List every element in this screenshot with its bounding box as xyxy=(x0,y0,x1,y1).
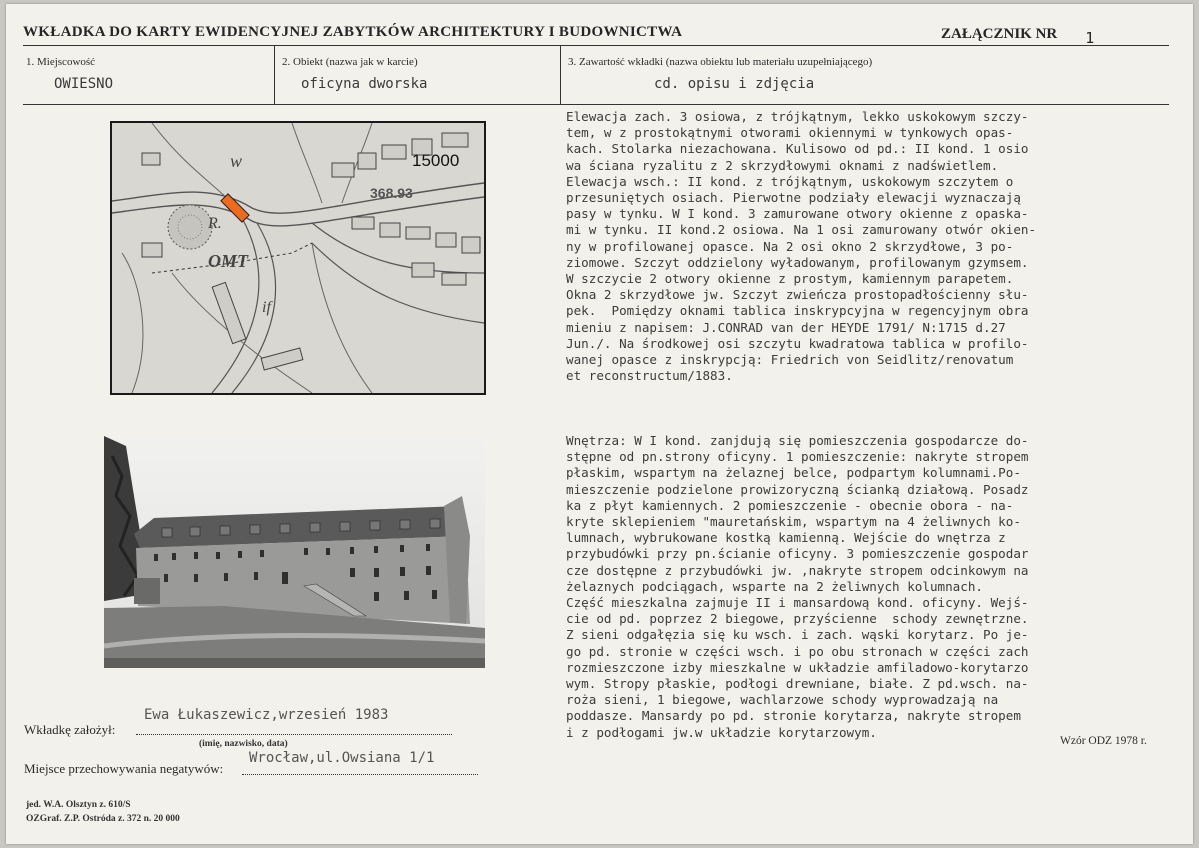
text-line: cie od pd. poprzez 2 biegowe, przyścienne schody zewnętrzne. xyxy=(566,611,1029,627)
printer-line-1: jed. W.A. Olsztyn z. 610/S xyxy=(26,800,131,810)
text-line: pek. Pomiędzy oknami tablica inskrypcyjna w regencyjnym obra xyxy=(566,303,1029,319)
text-line: wa ściana ryzalitu z 2 skrzydłowymi oknami z nadświetlem. xyxy=(566,157,999,173)
header-rule xyxy=(23,45,1169,46)
text-line: Z sieni odgałęzia się ku wsch. i zach. wąski korytarz. Po je- xyxy=(566,627,1029,643)
text-line: poddasze. Mansardy po pd. stronie korytarza, nakryte stropem xyxy=(566,708,1021,724)
text-line: mi w tynku. II kond.2 osiowa. Na 1 osi zamurowany otwór okien- xyxy=(566,222,1037,238)
interior-description xyxy=(566,433,1176,741)
building-photo xyxy=(104,436,485,668)
text-line: wanej opasce z inskrypcją: Friedrich von Seidlitz/renovatum xyxy=(566,352,1014,368)
author-label: Wkładkę założył: xyxy=(24,722,116,737)
map-scale: 15000 xyxy=(412,151,460,170)
negatives-label: Miejsce przechowywania negatywów: xyxy=(24,761,224,776)
photo-drawing xyxy=(104,436,485,668)
form-model: Wzór ODZ 1978 r. xyxy=(1060,735,1147,747)
text-line: i z podłogami jw.w układzie korytarzowym. xyxy=(566,724,877,740)
text-line: żelaznych podciągach, wsparte na 2 żeliwnych kolumnach. xyxy=(566,578,984,594)
map-label-omt: OMT xyxy=(208,251,248,271)
map-label-r: R. xyxy=(208,215,222,232)
author-dotline xyxy=(136,734,452,735)
map-elevation: 368.93 xyxy=(370,185,413,201)
text-line: mieszczenie podzielone prowizoryczną ścianką działową. Posadz xyxy=(566,481,1029,497)
exterior-description xyxy=(566,109,1176,384)
printer-line-2: OZGraf. Z.P. Ostróda z. 372 n. 20 000 xyxy=(26,814,180,824)
object-label: 2. Obiekt (nazwa jak w karcie) xyxy=(282,56,418,68)
field-divider-1 xyxy=(274,46,275,104)
text-line: et reconstructum/1883. xyxy=(566,368,733,384)
inventory-card xyxy=(6,4,1193,844)
text-line: przybudówki przy pn.ścianie oficyny. 3 pomieszczenie gospodar xyxy=(566,546,1029,562)
negatives-value: Wrocław,ul.Owsiana 1/1 xyxy=(249,750,435,766)
map-label-w: w xyxy=(230,151,243,171)
field-divider-2 xyxy=(560,46,561,104)
card-title: WKŁADKA DO KARTY EWIDENCYJNEJ ZABYTKÓW ARCHITEKTURY I BUDOWNICTWA xyxy=(23,24,683,40)
annex-label-text: ZAŁĄCZNIK NR xyxy=(941,26,1058,42)
annex-number: 1 xyxy=(1085,29,1095,47)
text-line: Okna 2 skrzydłowe jw. Szczyt zwieńcza prostopadłościenny słu- xyxy=(566,287,1029,303)
text-line: Jun./. Na środkowej osi szczytu kwadratowa tablica w profilo- xyxy=(566,335,1029,351)
text-line: Elewacja zach. 3 osiowa, z trójkątnym, lekko uskokowym szczy- xyxy=(566,109,1029,124)
text-line: mieniu z napisem: J.CONRAD van der HEYDE 1791/ N:1715 d.27 xyxy=(566,319,1006,335)
text-line: kach. Stolarka niezachowana. Kulisowo od pd.: II kond. 1 osio xyxy=(566,141,1029,157)
text-line: Część mieszkalna zajmuje II i mansardową kond. oficyny. Wejś- xyxy=(566,595,1029,611)
negatives-dotline xyxy=(242,774,478,775)
author-value: Ewa Łukaszewicz,wrzesień 1983 xyxy=(144,707,389,723)
text-line: Elewacja wsch.: II kond. z trójkątnym, uskokowym szczytem o xyxy=(566,173,1014,189)
text-line: kryte sklepieniem "mauretańskim, wspartym na 4 żeliwnych ko- xyxy=(566,514,1021,530)
annex-label xyxy=(941,24,1095,47)
text-line: go pd. stronie w części wsch. i po obu stronach w części zach xyxy=(566,643,1029,659)
text-line: stępne od pn.strony oficyny. 1 pomieszczenie: nakryte stropem xyxy=(566,449,1029,465)
text-line: ny w profilowanej opasce. Na 2 osi okno 2 skrzydłowe, 3 po- xyxy=(566,238,1014,254)
map-label-if: if xyxy=(262,299,271,316)
text-line: cze dostępne z przybudówki jw. ,nakryte stropem odcinkowym na xyxy=(566,562,1029,578)
text-line: płaskim, wspartym na żelaznej belce, podpartym kolumnami.Po- xyxy=(566,465,1021,481)
site-map xyxy=(110,121,486,395)
author-hint: (imię, nazwisko, data) xyxy=(199,739,288,749)
object-value: oficyna dworska xyxy=(301,76,428,92)
text-line: wym. Stropy płaskie, podłogi drewniane, białe. Z pd.wsch. na- xyxy=(566,676,1029,692)
text-line: pasy w tynku. W I kond. 3 zamurowane otwory okienne z opaska- xyxy=(566,206,1029,222)
text-line: ziomowe. Szczyt oddzielony wyładowanym, profilowanym gzymsem. xyxy=(566,254,1029,270)
content-value: cd. opisu i zdjęcia xyxy=(654,76,815,92)
text-line: W szczycie 2 otwory okienne z prostym, kamiennym parapetem. xyxy=(566,271,1014,287)
text-line: lumnach, wybrukowane kostką kamienną. Wejście do wnętrza z xyxy=(566,530,1006,546)
locality-value: OWIESNO xyxy=(54,76,114,92)
text-line: przesuniętych osiach. Pierwotne podziały elewacji wyznaczają xyxy=(566,190,1021,206)
text-line: roża sieni, 1 biegowe, wachlarzowe schody wyprowadzają na xyxy=(566,692,999,708)
field-rule xyxy=(23,104,1169,105)
text-line: rozmieszczone izby mieszkalne w układzie amfiladowo-korytarzo xyxy=(566,659,1029,675)
locality-label: 1. Miejscowość xyxy=(26,56,96,68)
text-line: tem, w z prostokątnymi otworami okiennymi w tynkowych opas- xyxy=(566,125,1014,141)
content-label: 3. Zawartość wkładki (nazwa obiektu lub materiału uzupełniającego) xyxy=(568,56,873,68)
text-line: ka z płyt kamiennych. 2 pomieszczenie - obecnie obora - na- xyxy=(566,497,1014,513)
text-line: Wnętrza: W I kond. zanjdują się pomieszczenia gospodarcze do- xyxy=(566,433,1029,448)
